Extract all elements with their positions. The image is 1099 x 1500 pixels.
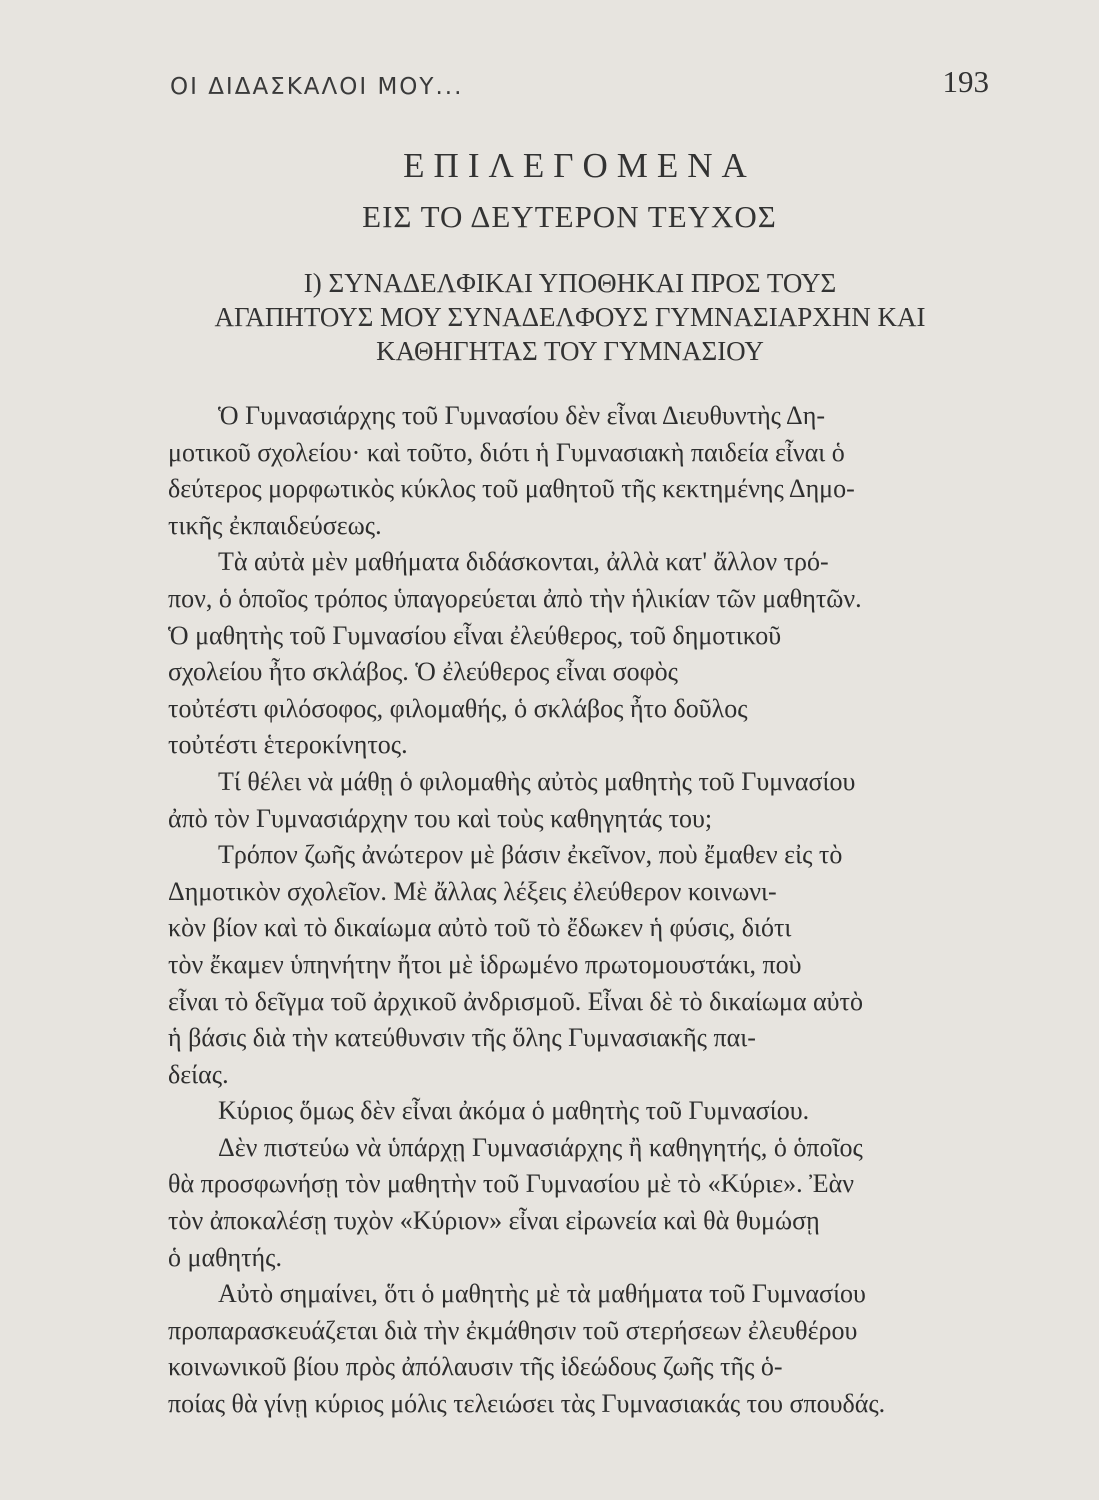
text-line: Ὁ μαθητὴς τοῦ Γυμνασίου εἶναι ἐλεύθερος, τοῦ δημοτικοῦ [168,620,782,650]
title-line-1: ΕΠΙΛΕΓΟΜΕΝΑ [403,146,756,185]
section-heading-line: Ι) ΣΥΝΑΔΕΛΦΙΚΑΙ ΥΠΟΘΗΚΑΙ ΠΡΟΣ ΤΟΥΣ [303,268,837,298]
paragraph-1 [168,398,1008,544]
text-line: θὰ προσφωνήσῃ τὸν μαθητὴν τοῦ Γυμνασίου μὲ τὸ «Κύριε». Ἐὰν [168,1169,854,1199]
text-line: Τί θέλει νὰ μάθῃ ὁ φιλομαθὴς αὐτὸς μαθητὴς τοῦ Γυμνασίου [218,766,856,796]
paragraph-6 [168,1276,1008,1422]
text-line: ἡ βάσις διὰ τὴν κατεύθυνσιν τῆς ὅλης Γυμνασιακῆς παι- [168,1023,756,1053]
paragraph-2 [168,544,1008,764]
text-line: μοτικοῦ σχολείου· καὶ τοῦτο, διότι ἡ Γυμνασιακὴ παιδεία εἶναι ὁ [168,437,845,467]
running-head: ΟΙ ΔΙΔΑΣΚΑΛΟΙ ΜΟΥ... [170,74,464,100]
title-line-2: ΕΙΣ ΤΟ ΔΕΥΤΕΡΟΝ ΤΕΥΧΟΣ [362,199,777,234]
text-line: ὁ μαθητής. [168,1242,282,1272]
text-line: Δημοτικὸν σχολεῖον. Μὲ ἄλλας λέξεις ἐλεύθερον κοινωνι- [168,876,777,906]
text-line: Ὁ Γυμνασιάρχης τοῦ Γυμνασίου δὲν εἶναι Διευθυντὴς Δη- [218,401,826,430]
body-text [168,398,1008,1423]
section-heading-line: ΑΓΑΠΗΤΟΥΣ ΜΟΥ ΣΥΝΑΔΕΛΦΟΥΣ ΓΥΜΝΑΣΙΑΡΧΗΝ ΚΑΙ [214,302,926,332]
text-line: Δὲν πιστεύω νὰ ὑπάρχῃ Γυμνασιάρχης ἢ καθηγητής, ὁ ὁποῖος [218,1132,863,1162]
text-line: Κύριος ὅμως δὲν εἶναι ἀκόμα ὁ μαθητὴς τοῦ Γυμνασίου. [218,1096,810,1126]
text-line: προπαρασκευάζεται διὰ τὴν ἐκμάθησιν τοῦ στερήσεων ἐλευθέρου [168,1315,858,1345]
paragraph-5 [168,1093,1008,1276]
text-line: πον, ὁ ὁποῖος τρόπος ὑπαγορεύεται ἀπὸ τὴν ἡλικίαν τῶν μαθητῶν. [168,583,862,613]
text-line: δεύτερος μορφωτικὸς κύκλος τοῦ μαθητοῦ τῆς κεκτημένης Δημο- [168,474,855,504]
paragraph-3 [168,764,1008,837]
text-line: ἀπὸ τὸν Γυμνασιάρχην του καὶ τοὺς καθηγητάς του; [168,803,713,833]
text-line: εἶναι τὸ δεῖγμα τοῦ ἀρχικοῦ ἀνδρισμοῦ. Εἶναι δὲ τὸ δικαίωμα αὐτὸ [168,986,863,1016]
text-line: ποίας θὰ γίνῃ κύριος μόλις τελειώσει τὰς Γυμνασιακάς του σπουδάς. [168,1389,886,1419]
text-line: κὸν βίον καὶ τὸ δικαίωμα αὐτὸ τοῦ τὸ ἔδωκεν ἡ φύσις, διότι [168,913,792,943]
text-line: σχολείου ἦτο σκλάβος. Ὁ ἐλεύθερος εἶναι σοφὸς [168,657,678,687]
text-line: Αὐτὸ σημαίνει, ὅτι ὁ μαθητὴς μὲ τὰ μαθήματα τοῦ Γυμνασίου [218,1279,866,1309]
page-number: 193 [942,64,989,99]
text-line: τοὐτέστι φιλόσοφος, φιλομαθής, ὁ σκλάβος ἦτο δοῦλος [168,693,748,723]
text-line: Τρόπον ζωῆς ἀνώτερον μὲ βάσιν ἐκεῖνον, ποὺ ἔμαθεν εἰς τὸ [218,840,843,870]
text-line: δείας. [168,1059,229,1089]
text-line: τικῆς ἐκπαιδεύσεως. [168,510,382,540]
paragraph-4 [168,837,1008,1093]
section-heading-line: ΚΑΘΗΓΗΤΑΣ ΤΟΥ ΓΥΜΝΑΣΙΟΥ [376,336,764,366]
text-line: τοὐτέστι ἑτεροκίνητος. [168,730,408,760]
text-line: τὸν ἀποκαλέσῃ τυχὸν «Κύριον» εἶναι εἰρωνεία καὶ θὰ θυμώσῃ [168,1206,820,1236]
text-line: τὸν ἔκαμεν ὑπηνήτην ἤτοι μὲ ἱδρωμένο πρωτομουστάκι, ποὺ [168,949,802,979]
text-line: κοινωνικοῦ βίου πρὸς ἀπόλαυσιν τῆς ἰδεώδους ζωῆς τῆς ὁ- [168,1352,783,1382]
text-line: Τὰ αὐτὰ μὲν μαθήματα διδάσκονται, ἀλλὰ κατ' ἄλλον τρό- [218,547,829,577]
